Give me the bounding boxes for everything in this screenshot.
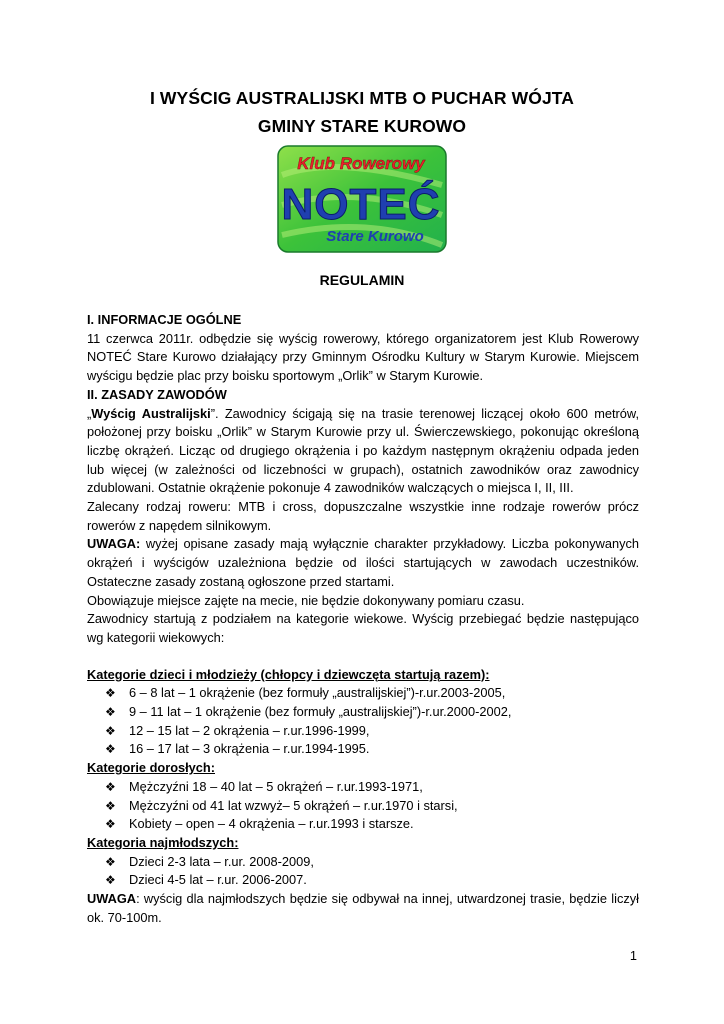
regulamin-heading: REGULAMIN	[319, 272, 405, 288]
list-item: ❖ Mężczyźni od 41 lat wzwyż– 5 okrążeń – r.ur.1970 i starsi,	[105, 797, 639, 816]
kids-category-heading: Kategorie dzieci i młodzieży (chłopcy i dziewczęta startują razem):	[87, 666, 490, 682]
bullet-icon: ❖	[105, 705, 116, 720]
bullet-icon: ❖	[105, 742, 116, 757]
adults-category-heading: Kategorie dorosłych:	[87, 760, 215, 776]
list-item: ❖ 9 – 11 lat – 1 okrążenie (bez formuły „australijskiej”)-r.ur.2000-2002,	[105, 703, 639, 722]
uwaga-text-2: : wyścig dla najmłodszych będzie się odbywał na innej, utwardzonej trasie, będzie liczył ok. 70-100m.	[87, 891, 639, 925]
race-name: Wyścig Australijski	[91, 405, 211, 421]
adults-category-list	[87, 778, 639, 834]
section-1-heading: I. INFORMACJE OGÓLNE	[87, 312, 242, 327]
document-body	[87, 311, 639, 928]
list-item: ❖ 16 – 17 lat – 3 okrążenia – r.ur.1994-1995.	[105, 740, 639, 759]
bullet-icon: ❖	[105, 798, 116, 813]
section-2-heading: II. ZASADY ZAWODÓW	[87, 386, 227, 402]
logo-text-top: Klub Rowerowy	[297, 154, 425, 173]
kids-category-list	[87, 684, 639, 759]
document-title-line1: I WYŚCIG AUSTRALIJSKI MTB O PUCHAR WÓJTA	[150, 88, 574, 108]
youngest-category-heading: Kategoria najmłodszych:	[87, 834, 239, 850]
logo-text-bottom: Stare Kurowo	[326, 228, 424, 245]
quote-open: „	[87, 405, 92, 421]
club-logo	[277, 145, 447, 253]
page-number: 1	[629, 948, 637, 963]
section-2-text	[87, 405, 639, 499]
place-text: Obowiązuje miejsce zajęte na mecie, nie będzie dokonywany pomiaru czasu.	[87, 592, 525, 608]
list-item: ❖ Mężczyźni 18 – 40 lat – 5 okrążeń – r.ur.1993-1971,	[105, 778, 639, 797]
list-item: ❖ 12 – 15 lat – 2 okrążenia – r.ur.1996-1999,	[105, 722, 639, 741]
split-text: Zawodnicy startują z podziałem na kategorie wiekowe. Wyścig przebiegać będzie następująco wg kategorii wiekowych:	[87, 611, 639, 645]
bullet-icon: ❖	[105, 686, 116, 701]
list-item: ❖ Dzieci 2-3 lata – r.ur. 2008-2009,	[105, 853, 639, 872]
list-item: ❖ Kobiety – open – 4 okrążenia – r.ur.1993 i starsze.	[105, 815, 639, 834]
list-item: ❖ 6 – 8 lat – 1 okrążenie (bez formuły „australijskiej”)-r.ur.2003-2005,	[105, 684, 639, 703]
uwaga-note-1	[87, 535, 639, 591]
youngest-category-list	[87, 853, 639, 890]
bike-type-text: Zalecany rodzaj roweru: MTB i cross, dopuszczalne wszystkie inne rodzaje rowerów prócz rowerów z napędem silnikowym.	[87, 499, 639, 533]
bullet-icon: ❖	[105, 817, 116, 832]
document-title-line2: GMINY STARE KUROWO	[257, 116, 467, 136]
uwaga-label-2: UWAGA	[87, 891, 137, 907]
bullet-icon: ❖	[105, 873, 116, 888]
rules-text: ”. Zawodnicy ścigają się na trasie terenowej liczącej około 600 metrów, położonej przy boisku „Orlik” w Starym Kurowie przy ul. Świerczewskiego, pokonując określoną liczbę okrążeń. Licząc od drugiego okrążenia i po każdym następnym okrążeniu odpada jeden lub więcej (w zależności od liczebności w grupach), ostatnich zawodników oraz zawodnicy zdublowani. Ostatnie okrążenie pokonuje 4 zawodników walczących o miejsca I, II, III.	[87, 405, 640, 496]
bullet-icon: ❖	[105, 723, 116, 738]
bullet-icon: ❖	[105, 779, 116, 794]
uwaga-note-2	[87, 890, 639, 927]
logo-text-main: NOTEĆ	[281, 180, 441, 229]
uwaga-text-1: wyżej opisane zasady mają wyłącznie charakter przykładowy. Liczba pokonywanych okrążeń i wyścigów uzależniona będzie od ilości startujących w zawodach uczestników. Ostateczne zasady zostaną ogłoszone przed startami.	[87, 536, 639, 589]
bullet-icon: ❖	[105, 854, 116, 869]
list-item: ❖ Dzieci 4-5 lat – r.ur. 2006-2007.	[105, 871, 639, 890]
uwaga-label-1: UWAGA:	[87, 536, 141, 552]
section-1-text: 11 czerwca 2011r. odbędzie się wyścig rowerowy, którego organizatorem jest Klub Rowerowy NOTEĆ Stare Kurowo działający przy Gminnym Ośrodku Kultury w Starym Kurowie. Miejscem wyścigu będzie plac przy boisku sportowym „Orlik” w Starym Kurowie.	[87, 330, 639, 384]
